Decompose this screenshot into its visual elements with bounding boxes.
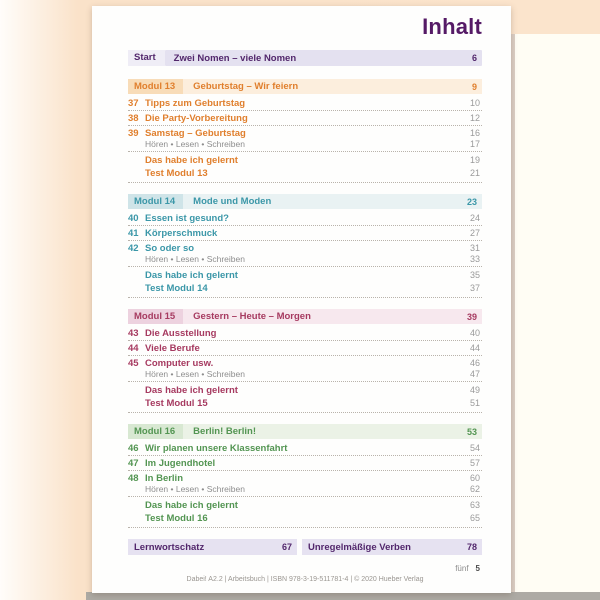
book-page-edge: [511, 34, 600, 592]
review-page-number: 65: [469, 513, 480, 523]
lesson-row: [128, 111, 482, 126]
lesson-title: Tipps zum Geburtstag: [145, 98, 246, 109]
lesson-page-number: 31: [469, 243, 480, 253]
module-page-number: 23: [466, 196, 477, 207]
lesson-page-numbers: [470, 358, 482, 380]
page-word: fünf: [455, 564, 469, 573]
lesson-page-number: 27: [469, 228, 480, 238]
module-title: Geburtstag – Wir feiern: [193, 81, 299, 92]
review-line: Das habe ich gelernt: [145, 270, 238, 281]
book-bottom-shadow: [86, 592, 600, 600]
review-line: Test Modul 16: [145, 513, 208, 524]
lesson-number: 44: [128, 343, 139, 354]
lesson-skills: Hören • Lesen • Schreiben: [145, 369, 245, 379]
imprint-line: Dabei! A2.2 | Arbeitsbuch | ISBN 978-3-19-511781-4 | © 2020 Hueber Verlag: [186, 576, 424, 583]
review-line: Test Modul 15: [145, 398, 208, 409]
module-header-row: [128, 309, 482, 324]
lesson-page-number: 57: [469, 458, 480, 468]
verben-bar: [302, 539, 482, 555]
lesson-body: [145, 473, 245, 495]
lesson-title: So oder so: [145, 243, 195, 254]
review-body: [145, 155, 238, 179]
review-page-numbers: [470, 385, 482, 409]
lesson-body: [145, 113, 248, 124]
review-page-number: 51: [469, 398, 480, 408]
toc-row-start: [128, 50, 482, 66]
lesson-page-numbers: [470, 328, 482, 339]
lesson-row: [128, 471, 482, 497]
lesson-number: 43: [128, 328, 139, 339]
lesson-page-number: 47: [469, 369, 480, 379]
lesson-row: [128, 226, 482, 241]
lesson-row: [128, 326, 482, 341]
module-header-bar: [183, 424, 482, 439]
lesson-title: Computer usw.: [145, 358, 214, 369]
lesson-body: [145, 128, 246, 150]
toc-page: [92, 6, 511, 593]
lesson-body: [145, 458, 215, 469]
lesson-row: [128, 96, 482, 111]
lesson-title: Die Ausstellung: [145, 328, 217, 339]
lesson-body: [145, 228, 217, 239]
lernwortschatz-bar: [128, 539, 297, 555]
lesson-title: Körperschmuck: [145, 228, 218, 239]
module-title: Berlin! Berlin!: [193, 426, 256, 437]
module-header-row: [128, 424, 482, 439]
lesson-row: [128, 441, 482, 456]
lesson-page-number: 44: [469, 343, 480, 353]
lesson-page-number: 17: [469, 139, 480, 149]
review-line: Das habe ich gelernt: [145, 155, 238, 166]
module-section: [128, 79, 482, 183]
lesson-number: 45: [128, 358, 139, 369]
review-line: Das habe ich gelernt: [145, 500, 238, 511]
lesson-row: [128, 126, 482, 152]
lesson-title: Samstag – Geburtstag: [145, 128, 246, 139]
lesson-body: [145, 443, 287, 454]
toc-content: [128, 50, 482, 584]
lesson-page-numbers: [470, 343, 482, 354]
review-page-number: 63: [469, 500, 480, 510]
lesson-row: [128, 241, 482, 267]
module-page-number: 39: [466, 311, 477, 322]
module-sections: [128, 79, 482, 528]
lesson-row: [128, 356, 482, 382]
review-row: [128, 497, 482, 528]
lesson-number: 42: [128, 243, 139, 254]
lesson-page-numbers: [470, 458, 482, 469]
review-body: [145, 270, 238, 294]
module-title: Mode und Moden: [193, 196, 272, 207]
module-page-number: 9: [471, 81, 477, 92]
lesson-title: Im Jugendhotel: [145, 458, 216, 469]
start-title: Zwei Nomen – viele Nomen: [173, 52, 297, 64]
module-label: Modul 16: [128, 424, 183, 439]
lesson-page-number: 60: [469, 473, 480, 483]
module-header-row: [128, 79, 482, 94]
lesson-number: 38: [128, 113, 139, 124]
module-header-bar: [183, 194, 482, 209]
lesson-number: 40: [128, 213, 139, 224]
lesson-page-number: 33: [469, 254, 480, 264]
module-section: [128, 309, 482, 413]
module-label: Modul 14: [128, 194, 183, 209]
review-line: Das habe ich gelernt: [145, 385, 238, 396]
module-title: Gestern – Heute – Morgen: [193, 311, 311, 322]
review-line: Test Modul 14: [145, 283, 208, 294]
lesson-page-numbers: [470, 473, 482, 495]
lesson-body: [145, 243, 245, 265]
lesson-number: 39: [128, 128, 139, 139]
start-page-number: 6: [471, 53, 477, 63]
lesson-skills: Hören • Lesen • Schreiben: [145, 254, 245, 264]
start-bar: [165, 50, 482, 66]
lesson-page-number: 54: [469, 443, 480, 453]
lesson-title: Die Party-Vorbereitung: [145, 113, 248, 124]
lesson-body: [145, 358, 245, 380]
lesson-row: [128, 341, 482, 356]
review-line: Test Modul 13: [145, 168, 208, 179]
lesson-number: 37: [128, 98, 139, 109]
lesson-page-numbers: [470, 128, 482, 150]
lesson-page-number: 24: [469, 213, 480, 223]
review-page-number: 49: [469, 385, 480, 395]
review-page-number: 19: [469, 155, 480, 165]
page-title: Inhalt: [422, 14, 482, 39]
lesson-page-number: 40: [469, 328, 480, 338]
lesson-page-numbers: [470, 228, 482, 239]
module-header-row: [128, 194, 482, 209]
lesson-body: [145, 98, 245, 109]
bottom-rows: [128, 539, 482, 555]
review-body: [145, 385, 238, 409]
lesson-page-numbers: [470, 213, 482, 224]
review-page-numbers: [470, 500, 482, 524]
lesson-title: In Berlin: [145, 473, 184, 484]
start-label: Start: [128, 50, 165, 66]
review-page-numbers: [470, 270, 482, 294]
page-footer: [128, 564, 482, 573]
lesson-skills: Hören • Lesen • Schreiben: [145, 139, 245, 149]
review-body: [145, 500, 238, 524]
lesson-page-numbers: [470, 98, 482, 109]
lesson-row: [128, 456, 482, 471]
module-section: [128, 424, 482, 528]
lesson-page-numbers: [470, 243, 482, 265]
lesson-body: [145, 213, 229, 224]
bottom-bar-title: Lernwortschatz: [134, 541, 205, 553]
review-page-numbers: [470, 155, 482, 179]
lesson-number: 41: [128, 228, 139, 239]
lesson-title: Wir planen unsere Klassenfahrt: [145, 443, 288, 454]
review-row: [128, 382, 482, 413]
bottom-bar-page-number: 78: [466, 542, 477, 552]
lesson-number: 46: [128, 443, 139, 454]
lesson-title: Essen ist gesund?: [145, 213, 229, 224]
lesson-page-number: 16: [469, 128, 480, 138]
lesson-page-number: 62: [469, 484, 480, 494]
lesson-page-number: 10: [469, 98, 480, 108]
lesson-skills: Hören • Lesen • Schreiben: [145, 484, 245, 494]
bottom-bar-page-number: 67: [281, 542, 292, 552]
module-header-bar: [183, 79, 482, 94]
lesson-number: 48: [128, 473, 139, 484]
review-page-number: 35: [469, 270, 480, 280]
module-label: Modul 13: [128, 79, 183, 94]
module-label: Modul 15: [128, 309, 183, 324]
bottom-bar-title: Unregelmäßige Verben: [308, 541, 411, 553]
lesson-page-numbers: [470, 113, 482, 124]
module-page-number: 53: [466, 426, 477, 437]
lesson-page-number: 46: [469, 358, 480, 368]
lesson-title: Viele Berufe: [145, 343, 200, 354]
review-page-number: 21: [469, 168, 480, 178]
review-row: [128, 152, 482, 183]
lesson-row: [128, 211, 482, 226]
module-header-bar: [183, 309, 482, 324]
lesson-body: [145, 328, 216, 339]
lesson-page-number: 12: [469, 113, 480, 123]
page-number: 5: [475, 564, 480, 573]
lesson-number: 47: [128, 458, 139, 469]
module-section: [128, 194, 482, 298]
lesson-page-numbers: [470, 443, 482, 454]
review-page-number: 37: [469, 283, 480, 293]
lesson-body: [145, 343, 200, 354]
review-row: [128, 267, 482, 298]
